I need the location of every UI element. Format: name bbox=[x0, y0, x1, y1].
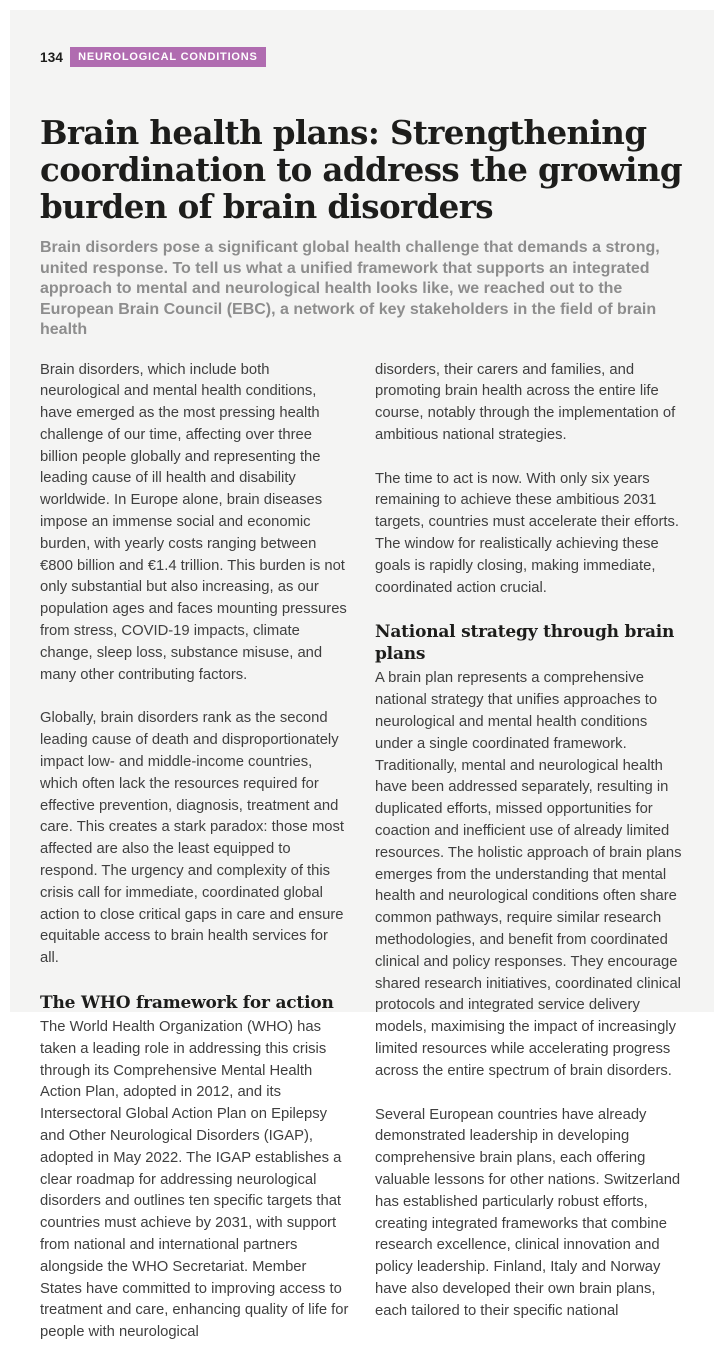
page-number: 134 bbox=[40, 49, 64, 65]
body-paragraph: Globally, brain disorders rank as the second leading cause of death and disproportionately impact low- and middle-income countries, which often lack the resources required for effective prevention, diagnosis, treatment and care. This creates a stark paradox: those most affected are also the least equipped to respond. The urgency and complexity of this crisis call for immediate, coordinated global action to close critical gaps in care and ensure equitable access to brain health services for all. bbox=[40, 710, 345, 967]
body-paragraph: Brain disorders, which include both neurological and mental health conditions, have emerged as the most pressing health challenge of our time, affecting over three billion people globally and representing the leading cause of ill health and disability worldwide. In Europe alone, brain diseases impose an immense social and economic burden, with yearly costs ranging between €800 billion and €1.4 trillion. This burden is not only substantial but also increasing, as our population ages and faces mounting pressures from stress, COVID-19 impacts, climate change, sleep loss, substance misuse, and many other contributing factors. bbox=[40, 361, 347, 683]
body-paragraph: Several European countries have already demonstrated leadership in developing comprehensive brain plans, each offering valuable lessons for other nations. Switzerland has established particularly robust efforts, creating integrated frameworks that combine research excellence, clinical innovation and policy leadership. Finland, Italy and Norway have also developed their own brain plans, each tailored to their specific national bbox=[375, 1106, 681, 1319]
article-title: Brain health plans: Strengthening coordination to address the growing burden of brain disorders bbox=[40, 113, 683, 226]
body-paragraph: disorders, their carers and families, and promoting brain health across the entire life course, notably through the implementation of ambitious national strategies. bbox=[375, 361, 676, 443]
page-header bbox=[40, 47, 684, 67]
section-heading-who-framework: The WHO framework for action bbox=[40, 993, 334, 1014]
right-column bbox=[375, 360, 684, 1366]
body-paragraph: A brain plan represents a comprehensive national strategy that unifies approaches to neurological and mental health conditions under a single coordinated framework. Traditionally, mental and neurological health have been addressed separately, resulting in duplicated efforts, missed opportunities for coaction and inefficient use of already limited resources. The holistic approach of brain plans emerges from the understanding that mental health and neurological conditions often share common pathways, require similar research methodologies, and benefit from coordinated clinical and policy responses. They encourage shared research initiatives, coordinated clinical protocols and integrated service delivery models, maximising the impact of increasingly limited resources while accelerating progress across the entire spectrum of brain disorders. bbox=[375, 670, 682, 1079]
article-body bbox=[40, 360, 684, 1366]
body-paragraph: The World Health Organization (WHO) has taken a leading role in addressing this crisis through its Comprehensive Mental Health Action Plan, adopted in 2012, and its Intersectoral Global Action Plan on Epilepsy and Other Neurological Disorders (IGAP), adopted in May 2022. The IGAP establishes a clear roadmap for addressing neurological disorders and outlines ten specific targets that countries must achieve by 2031, with support from national and international partners alongside the WHO Secretariat. Member States have committed to improving access to treatment and care, enhancing quality of life for people with neurological bbox=[40, 1019, 349, 1341]
left-column bbox=[40, 360, 349, 1366]
article-standfirst: Brain disorders pose a significant global health challenge that demands a strong, united response. To tell us what a unified framework that supports an integrated approach to mental and neurological health looks like, we reached out to the European Brain Council (EBC), a network of key stakeholders in the field of brain health bbox=[40, 239, 660, 338]
magazine-page bbox=[10, 10, 714, 1341]
body-paragraph: The time to act is now. With only six years remaining to achieve these ambitious 2031 targets, countries must accelerate their efforts. The window for realistically achieving these goals is rapidly closing, making immediate, coordinated action crucial. bbox=[375, 470, 680, 596]
section-heading-national-strategy: National strategy through brain plans bbox=[375, 622, 675, 665]
category-badge: NEUROLOGICAL CONDITIONS bbox=[70, 47, 266, 67]
